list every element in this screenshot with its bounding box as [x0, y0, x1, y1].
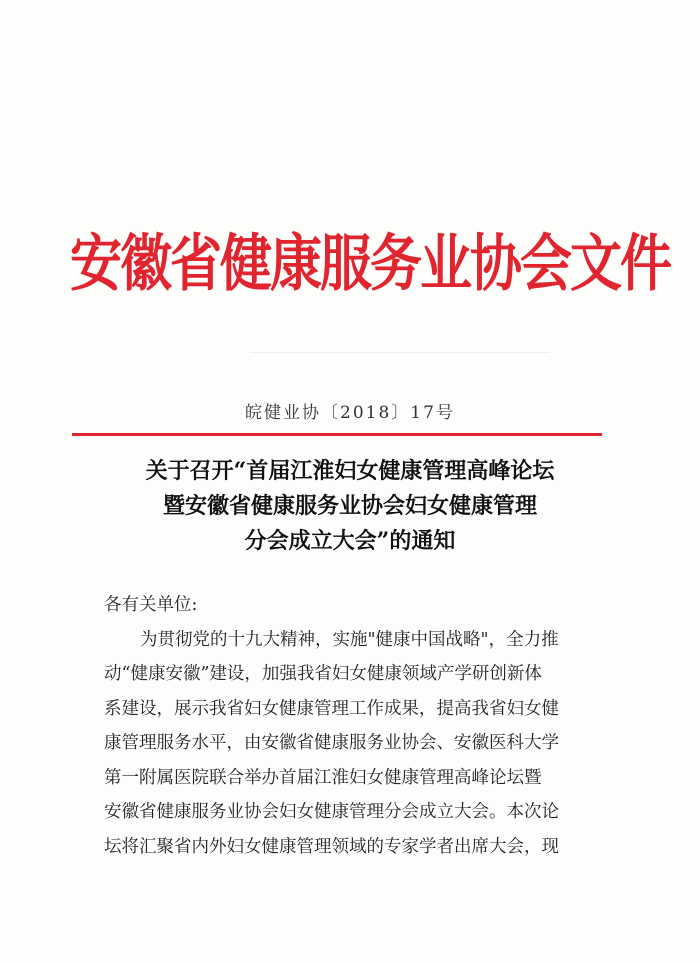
document-number: 皖健业协〔2018〕17号 [245, 403, 455, 423]
notice-body [104, 588, 604, 864]
notice-title-line-1: 关于召开“首届江淮妇女健康管理高峰论坛 [145, 458, 555, 484]
body-line-3: 系建设，展示我省妇女健康管理工作成果，提高我省妇女健 [104, 698, 559, 719]
body-line-2: 动“健康安徽”建设，加强我省妇女健康领域产学研创新体 [104, 664, 542, 684]
salutation: 各有关单位: [104, 595, 198, 615]
header-red-divider [72, 433, 602, 436]
body-line-6: 安徽省健康服务业协会妇女健康管理分会成立大会。本次论 [104, 802, 559, 822]
notice-title [0, 454, 700, 559]
scan-artifact-line [250, 352, 550, 353]
body-line-5: 第一附属医院联合举办首届江淮妇女健康管理高峰论坛暨 [104, 767, 542, 788]
document-header-title: 安徽省健康服务业协会文件 [70, 227, 671, 300]
body-line-7: 坛将汇聚省内外妇女健康管理领域的专家学者出席大会，现 [104, 836, 559, 857]
body-line-1: 为贯彻党的十九大精神，实施"健康中国战略"，全力推 [140, 629, 559, 650]
notice-title-line-2: 暨安徽省健康服务业协会妇女健康管理 [162, 493, 537, 519]
body-line-4: 康管理服务水平，由安徽省健康服务业协会、安徽医科大学 [104, 733, 559, 753]
notice-title-line-3: 分会成立大会”的通知 [244, 528, 456, 554]
